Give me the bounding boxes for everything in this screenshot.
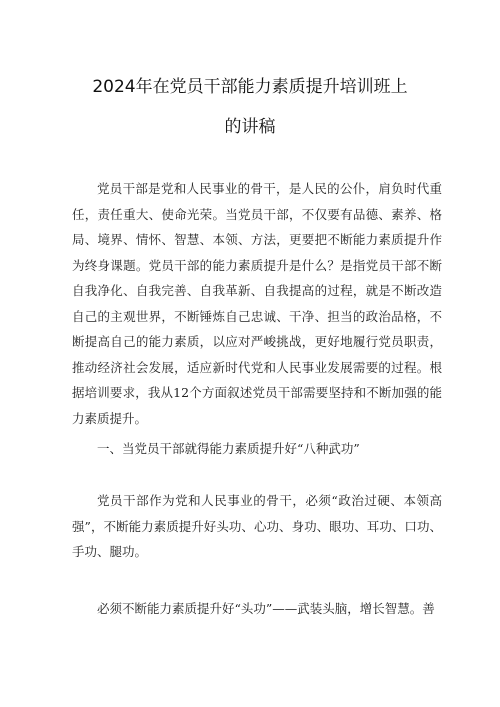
paragraph-head-skill: 必须不断能力素质提升好“头功”——武装头脑，增长智慧。善	[97, 601, 435, 616]
document-title-line-1: 2024年在党员干部能力素质提升培训班上	[92, 77, 408, 97]
section-heading-1: 一、当党员干部就得能力素质提升好“八种武功”	[97, 441, 360, 456]
paragraph-intro: 党员干部是党和人民事业的骨干，是人民的公仆，肩负时代重任，责任重大、使命光荣。当党员干部，不仅要有品德、素养、格局、境界、情怀、智慧、本领、方法，更要把不断能力素质提升作为终身课题。党员干部的能力素质提升是什么？是指党员干部不断自我净化、自我完善、自我革新、自我提高的过程，就是不断改造自己的主观世界，不断锤炼自己忠诚、干净、担当的政治品格，不断提高自己的能力素质，以应对严峻挑战，更好地履行党员职责，推动经济社会发展，适应新时代党和人民事业发展需要的过程。根据培训要求，我从12个方面叙述党员干部需要坚持和不断加强的能力素质提升。	[72, 181, 442, 426]
paragraph-section-1: 党员干部作为党和人民事业的骨干，必须“政治过硬、本领高强”，不断能力素质提升好头功、心功、身功、眼功、耳功、口功、手功、腿功。	[72, 493, 442, 559]
document-title-line-2: 的讲稿	[224, 117, 276, 137]
